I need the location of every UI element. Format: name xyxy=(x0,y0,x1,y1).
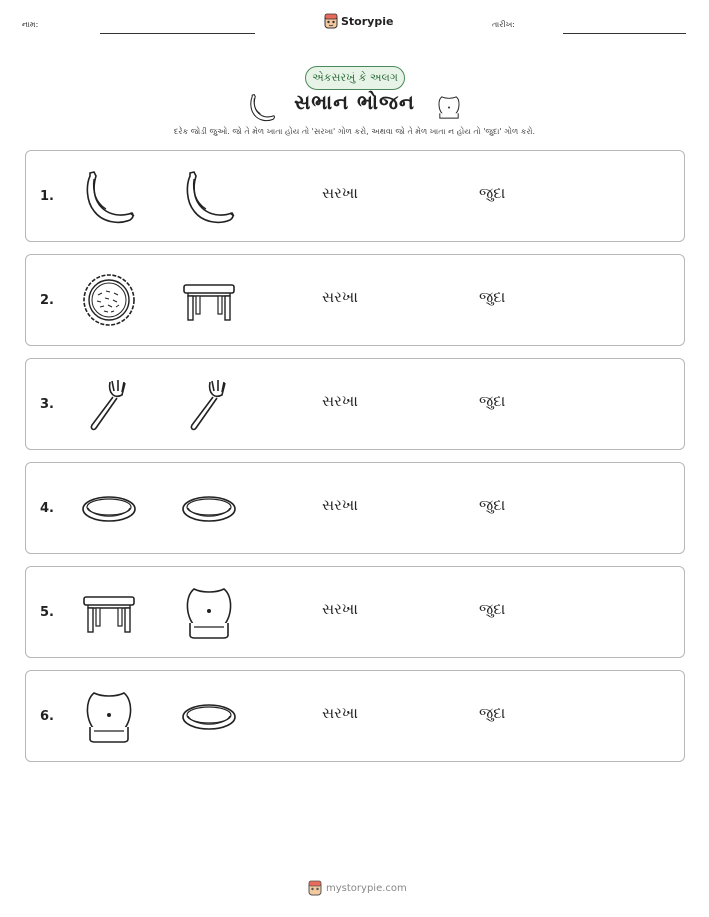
belly-icon xyxy=(80,687,138,745)
option-different[interactable]: જુદા xyxy=(479,496,506,514)
option-same[interactable]: સરખા xyxy=(322,184,358,202)
option-different[interactable]: જુદા xyxy=(479,704,506,722)
instructions: દરેક જોડી જુઓ. જો તે મેળ ખાતા હોય તો 'સરખા' ગોળ કરો, અથવા જો તે મેળ ખાતા ન હોય તો 'જુદા' ગોળ કરો. xyxy=(173,127,536,136)
table-icon xyxy=(80,583,138,641)
option-same[interactable]: સરખા xyxy=(322,288,358,306)
name-line[interactable] xyxy=(100,33,255,34)
date-label: તારીખ: xyxy=(492,20,515,29)
option-same[interactable]: સરખા xyxy=(322,496,358,514)
question-number: 5. xyxy=(40,605,54,620)
question-number: 1. xyxy=(40,189,54,204)
page-title: સભાન ભોજન xyxy=(294,90,415,114)
banana-icon xyxy=(80,167,138,225)
brand-name: Storypie xyxy=(341,14,394,28)
footer xyxy=(308,880,407,896)
option-different[interactable]: જુદા xyxy=(479,600,506,618)
table-icon xyxy=(180,271,238,329)
brand-logo xyxy=(324,13,393,29)
question-number: 2. xyxy=(40,293,54,308)
question-row-6 xyxy=(25,670,685,762)
question-row-1 xyxy=(25,150,685,242)
option-different[interactable]: જુદા xyxy=(479,392,506,410)
belly-icon xyxy=(435,92,463,122)
banana-icon xyxy=(180,167,238,225)
date-line[interactable] xyxy=(563,33,686,34)
worksheet-type-tag: એકસરખું કે અલગ xyxy=(305,66,405,90)
question-row-5 xyxy=(25,566,685,658)
fork-icon xyxy=(80,375,138,433)
question-row-4 xyxy=(25,462,685,554)
option-different[interactable]: જુદા xyxy=(479,288,506,306)
pie-icon xyxy=(80,271,138,329)
storypie-mascot-icon xyxy=(308,880,322,896)
name-label: નામ: xyxy=(22,20,39,29)
question-row-3 xyxy=(25,358,685,450)
plate-icon xyxy=(180,479,238,537)
option-same[interactable]: સરખા xyxy=(322,600,358,618)
option-same[interactable]: સરખા xyxy=(322,392,358,410)
question-number: 6. xyxy=(40,709,54,724)
option-different[interactable]: જુદા xyxy=(479,184,506,202)
question-number: 4. xyxy=(40,501,54,516)
question-number: 3. xyxy=(40,397,54,412)
belly-icon xyxy=(180,583,238,641)
plate-icon xyxy=(80,479,138,537)
plate-icon xyxy=(180,687,238,745)
option-same[interactable]: સરખા xyxy=(322,704,358,722)
question-row-2 xyxy=(25,254,685,346)
storypie-mascot-icon xyxy=(324,13,338,29)
fork-icon xyxy=(180,375,238,433)
footer-url[interactable]: mystorypie.com xyxy=(326,882,407,894)
